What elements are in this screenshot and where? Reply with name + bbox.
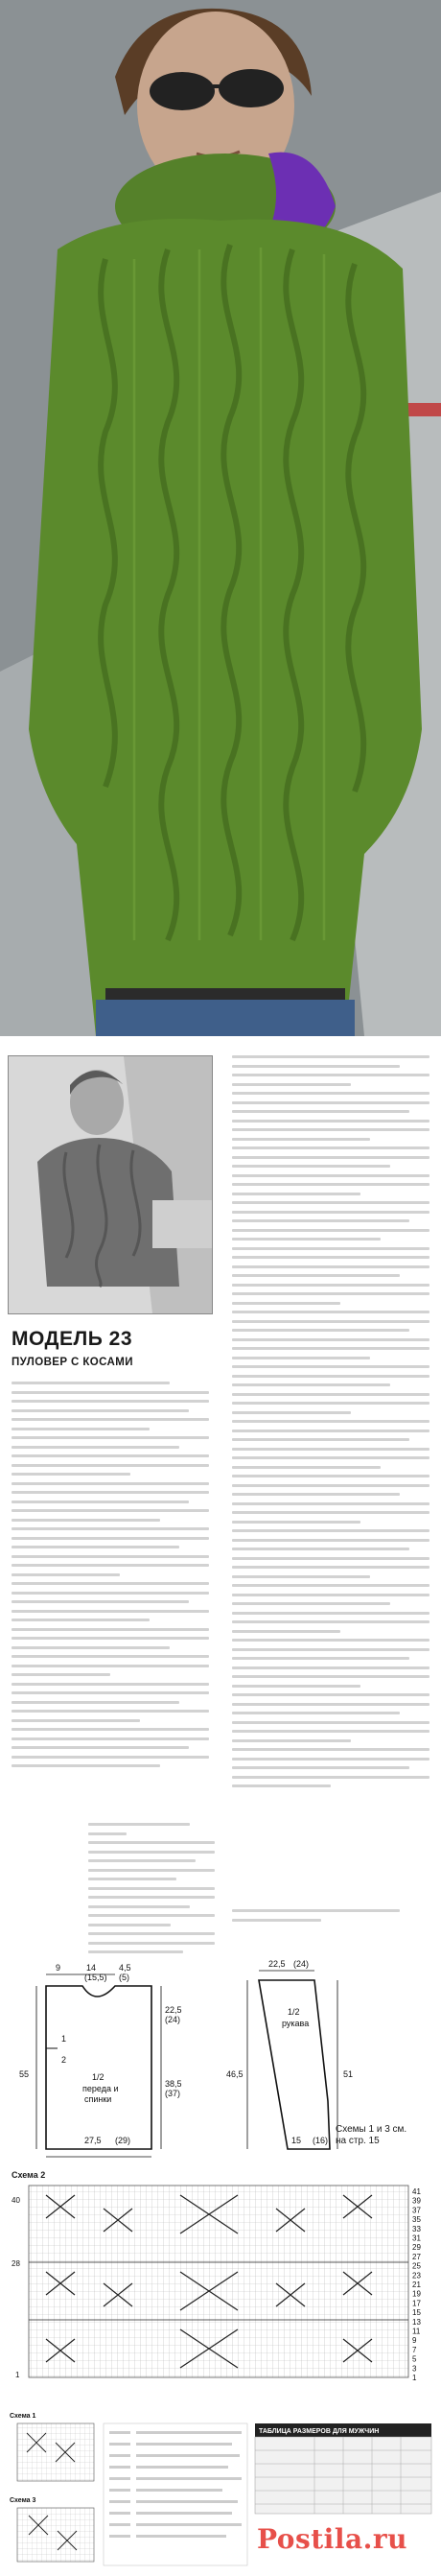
- schem-label-front-back-2: спинки: [84, 2094, 112, 2104]
- size-table-title: ТАБЛИЦА РАЗМЕРОВ ДЛЯ МУЖЧИН: [259, 2428, 380, 2435]
- chart-right-row-label: 31: [412, 2233, 421, 2243]
- chart-title: Схема 2: [12, 2170, 46, 2180]
- model-thumbnail-photo: [8, 1055, 213, 1314]
- chart-row-label-1: 1: [15, 2371, 20, 2379]
- chart-right-row-label: 5: [412, 2354, 417, 2364]
- chart-right-row-label: 39: [412, 2196, 421, 2206]
- size-table: [255, 2423, 431, 2514]
- chart-right-row-label: 9: [412, 2336, 417, 2346]
- chart-right-row-label: 13: [412, 2317, 421, 2327]
- schem-label-29: (29): [115, 2136, 131, 2145]
- chart-right-row-label: 25: [412, 2261, 421, 2271]
- chart1-title: Схема 1: [10, 2413, 36, 2420]
- schematic-note-line-1: Схемы 1 и 3 см.: [336, 2124, 407, 2135]
- chart-right-row-label: 3: [412, 2364, 417, 2374]
- chart-right-row-label: 15: [412, 2308, 421, 2318]
- schem-label-9: 9: [56, 1963, 61, 1973]
- schem-label-14: 14: [86, 1963, 97, 1973]
- schem-label-4-5: 4,5: [119, 1963, 131, 1973]
- model-subtitle: ПУЛОВЕР С КОСАМИ: [12, 1357, 133, 1368]
- schem-label-15: 15: [291, 2136, 302, 2145]
- schem-label-38-5: 38,5: [165, 2079, 182, 2089]
- schem-label-24: (24): [165, 2015, 181, 2024]
- chart-right-row-label: 23: [412, 2271, 421, 2281]
- instructions-bottom-right: [232, 1909, 429, 1927]
- schem-label-22-5: 22,5: [165, 2005, 182, 2015]
- schem-label-sleeve-half: 1/2: [288, 2007, 300, 2017]
- chart-row-label-40: 40: [12, 2196, 20, 2205]
- chart-right-row-label: 37: [412, 2206, 421, 2215]
- chart3-title: Схема 3: [10, 2497, 36, 2504]
- model-title: МОДЕЛЬ 23: [12, 1328, 133, 1350]
- schematic-note: [336, 2124, 406, 2147]
- schem-label-half: 1/2: [92, 2072, 104, 2082]
- chart-right-row-label: 33: [412, 2224, 421, 2233]
- chart-right-row-label: 41: [412, 2187, 421, 2196]
- schem-label-5: (5): [119, 1973, 129, 1982]
- schem-label-15-5: (15,5): [84, 1973, 107, 1982]
- schem-label-16: (16): [313, 2136, 329, 2145]
- hero-photo: [0, 0, 441, 1036]
- schem-label-front-back-1: переда и: [82, 2084, 119, 2093]
- schem-label-55: 55: [19, 2069, 30, 2079]
- schem-label-27-5: 27,5: [84, 2136, 102, 2145]
- schem-label-sleeve: рукава: [282, 2019, 310, 2028]
- schem-label-sleeve-22-5: 22,5: [268, 1959, 286, 1969]
- schem-label-46-5: 46,5: [226, 2069, 244, 2079]
- instructions-right-column: [232, 1055, 429, 1794]
- schem-label-37: (37): [165, 2089, 181, 2098]
- chart-right-row-label: 17: [412, 2299, 421, 2308]
- chart-right-row-label: 1: [412, 2374, 417, 2382]
- instructions-left-column: [12, 1382, 209, 1774]
- chart-row-label-28: 28: [12, 2259, 20, 2268]
- chart-right-row-label: 27: [412, 2252, 421, 2261]
- chart-right-row-labels: [412, 2187, 421, 2382]
- schematic-note-line-2: на стр. 15: [336, 2136, 380, 2146]
- knitting-chart: [8, 2176, 433, 2406]
- instructions-bottom-left: [88, 1823, 215, 1960]
- schem-label-2: 2: [61, 2055, 67, 2065]
- chart-right-row-label: 7: [412, 2345, 417, 2354]
- chart-right-row-label: 21: [412, 2281, 421, 2289]
- chart-right-row-label: 29: [412, 2243, 421, 2253]
- watermark-logo: Postila.ru: [257, 2523, 407, 2555]
- chart-right-row-label: 19: [412, 2289, 421, 2299]
- chart-right-row-label: 35: [412, 2215, 421, 2225]
- symbol-legend: [104, 2423, 247, 2565]
- schem-label-51: 51: [343, 2069, 354, 2079]
- chart-right-row-label: 11: [412, 2327, 421, 2336]
- schem-label-1: 1: [61, 2034, 67, 2044]
- schem-label-sleeve-24: (24): [293, 1959, 310, 1969]
